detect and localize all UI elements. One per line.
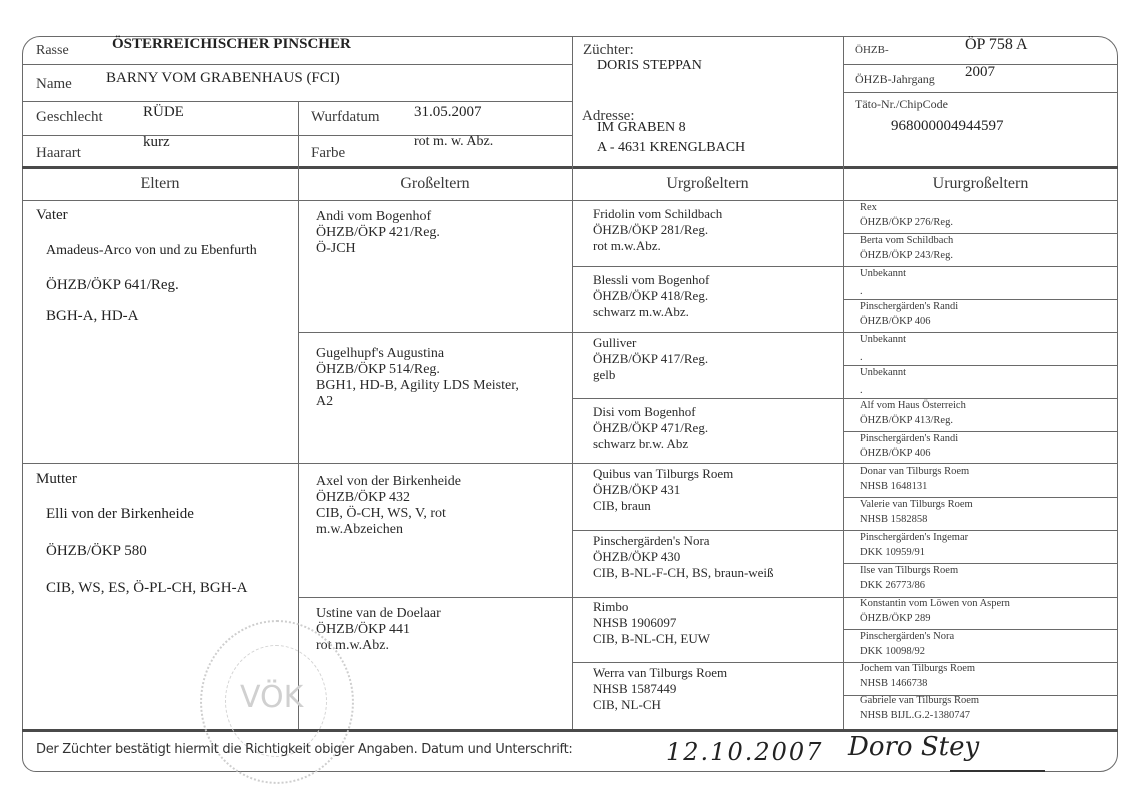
great-grandparent-name: Werra van Tilburgs Roem [593, 665, 728, 680]
grandparent-name: Andi vom Bogenhof [316, 209, 432, 224]
ggg-reg: NHSB 1466738 [860, 678, 928, 689]
rasse-label: Rasse [36, 43, 69, 58]
divider [22, 101, 572, 102]
name-label: Name [36, 76, 72, 92]
ggg-name: Jochem van Tilburgs Roem [860, 663, 976, 674]
ggg-7 [860, 398, 1110, 428]
ggg-12 [860, 563, 1110, 593]
grandparent-reg: ÖHZB/ÖKP 514/Reg. [316, 362, 440, 377]
ggg-3 [860, 266, 1110, 299]
parent-name: Elli von der Birkenheide [46, 506, 194, 522]
great-grandparent-7 [593, 599, 838, 647]
parent-reg: ÖHZB/ÖKP 641/Reg. [46, 277, 179, 293]
ggg-10 [860, 497, 1110, 527]
haarart-value: kurz [143, 134, 170, 150]
ggg-8 [860, 431, 1110, 461]
ggg-14 [860, 629, 1110, 659]
parent-name: Amadeus-Arco von und zu Ebenfurth [46, 243, 257, 258]
grandparent-2 [316, 346, 566, 410]
name-value: BARNY VOM GRABENHAUS (FCI) [106, 70, 340, 86]
signature-stroke [950, 770, 1045, 772]
grandparent-info: CIB, Ö-CH, WS, V, rot [316, 506, 446, 521]
wurfdatum-value: 31.05.2007 [414, 104, 482, 120]
signature: Doro Stey [848, 732, 980, 762]
great-grandparent-3 [593, 335, 838, 383]
great-grandparent-name: Quibus van Tilburgs Roem [593, 466, 734, 481]
great-grandparent-info: CIB, braun [593, 498, 651, 513]
rasse-value: ÖSTERREICHISCHER PINSCHER [112, 36, 351, 52]
ggg-reg: DKK 10098/92 [860, 646, 926, 657]
ggg-name: Pinschergärden's Ingemar [860, 532, 969, 543]
great-grandparent-2 [593, 272, 838, 320]
ggg-reg: ÖHZB/ÖKP 276/Reg. [860, 217, 953, 228]
great-grandparent-info: schwarz br.w. Abz [593, 436, 689, 451]
ggg-reg: ÖHZB/ÖKP 243/Reg. [860, 250, 953, 261]
handwritten-date: 12.10.2007 [666, 738, 824, 766]
ggg-13 [860, 596, 1110, 626]
ggg-name: Unbekannt [860, 367, 907, 378]
ggg-reg: DKK 10959/91 [860, 547, 926, 558]
ggg-reg: ÖHZB/ÖKP 406 [860, 448, 931, 459]
grandparent-4 [316, 606, 566, 654]
great-grandparent-reg: ÖHZB/ÖKP 281/Reg. [593, 222, 709, 237]
chip-label: Täto-Nr./ChipCode [855, 97, 948, 111]
great-grandparent-name: Blessli vom Bogenhof [593, 272, 710, 287]
great-grandparent-info: gelb [593, 367, 616, 382]
great-grandparent-5 [593, 466, 838, 514]
jahrgang-value: 2007 [965, 64, 995, 80]
parent-role: Mutter [36, 471, 77, 487]
great-grandparent-name: Rimbo [593, 599, 629, 614]
ggg-5 [860, 332, 1110, 365]
great-grandparent-reg: ÖHZB/ÖKP 418/Reg. [593, 288, 709, 303]
ggg-reg: ÖHZB/ÖKP 406 [860, 316, 931, 327]
ggg-reg: DKK 26773/86 [860, 580, 926, 591]
grandparent-info: rot m.w.Abz. [316, 638, 389, 653]
zuechter-value: DORIS STEPPAN [597, 58, 702, 73]
ggg-name: Donar van Tilburgs Roem [860, 466, 970, 477]
divider [572, 166, 573, 730]
ggg-name: Gabriele van Tilburgs Roem [860, 695, 980, 706]
great-grandparent-4 [593, 404, 838, 452]
grandparent-name: Gugelhupf's Augustina [316, 346, 445, 361]
great-grandparent-name: Fridolin vom Schildbach [593, 206, 723, 221]
ggg-name: Pinschergärden's Nora [860, 631, 955, 642]
farbe-value: rot m. w. Abz. [414, 134, 494, 149]
parent-sire [36, 207, 291, 325]
grandparent-reg: ÖHZB/ÖKP 421/Reg. [316, 225, 440, 240]
ggg-4 [860, 299, 1110, 329]
ggg-15 [860, 661, 1110, 691]
divider [298, 101, 299, 167]
chip-value: 968000004944597 [891, 118, 1004, 134]
great-grandparent-6 [593, 533, 838, 581]
ggg-9 [860, 464, 1110, 494]
great-grandparent-reg: NHSB 1906097 [593, 615, 677, 630]
great-grandparent-info: schwarz m.w.Abz. [593, 304, 689, 319]
adresse-label: Adresse: [582, 108, 635, 124]
ggg-name: Pinschergärden's Randi [860, 433, 959, 444]
grandparent-name: Axel von der Birkenheide [316, 474, 462, 489]
adresse-line1: IM GRABEN 8 [597, 120, 686, 135]
farbe-label: Farbe [311, 145, 346, 161]
ggg-6 [860, 365, 1110, 398]
ggg-name: Unbekannt [860, 334, 907, 345]
great-grandparent-info: CIB, B-NL-CH, EUW [593, 631, 710, 646]
column-header-ururgrosseltern: Ururgroßeltern [932, 175, 1029, 192]
grandparent-reg: ÖHZB/ÖKP 432 [316, 490, 410, 505]
grandparent-info: m.w.Abzeichen [316, 522, 403, 537]
grandparent-info: A2 [316, 394, 334, 409]
ggg-name: Konstantin vom Löwen von Aspern [860, 598, 1010, 609]
geschlecht-value: RÜDE [143, 104, 184, 120]
great-grandparent-info: CIB, NL-CH [593, 697, 661, 712]
ggg-name: Rex [860, 202, 877, 213]
ggg-name: Valerie van Tilburgs Roem [860, 499, 973, 510]
grandparent-reg: ÖHZB/ÖKP 441 [316, 622, 410, 637]
divider [843, 92, 1118, 93]
ggg-name: Berta vom Schildbach [860, 235, 954, 246]
great-grandparent-1 [593, 206, 838, 254]
divider [843, 36, 844, 167]
great-grandparent-reg: ÖHZB/ÖKP 430 [593, 549, 681, 564]
ggg-reg: NHSB 1582858 [860, 514, 928, 525]
ggg-reg: ÖHZB/ÖKP 413/Reg. [860, 415, 953, 426]
ggg-name: Pinschergärden's Randi [860, 301, 959, 312]
geschlecht-label: Geschlecht [36, 109, 103, 125]
grandparent-name: Ustine van de Doelaar [316, 606, 441, 621]
great-grandparent-8 [593, 665, 838, 713]
divider [22, 64, 572, 65]
parent-titles: CIB, WS, ES, Ö-PL-CH, BGH-A [46, 580, 248, 596]
ggg-2 [860, 233, 1110, 263]
adresse-line2: A - 4631 KRENGLBACH [597, 140, 746, 155]
column-header-grosseltern: Großeltern [400, 175, 470, 192]
stamp-logo: VÖK [240, 680, 304, 715]
column-header-eltern: Eltern [140, 175, 180, 192]
parent-role: Vater [36, 207, 68, 223]
breeder-confirmation: Der Züchter bestätigt hiermit die Richtigkeit obiger Angaben. Datum und Unterschrift: [36, 742, 573, 757]
ohzb-value: ÖP 758 A [965, 36, 1028, 53]
ggg-16 [860, 693, 1110, 723]
great-grandparent-info: rot m.w.Abz. [593, 238, 661, 253]
great-grandparent-reg: NHSB 1587449 [593, 681, 677, 696]
ggg-reg: . [860, 352, 863, 363]
ggg-11 [860, 530, 1110, 560]
great-grandparent-reg: ÖHZB/ÖKP 471/Reg. [593, 420, 709, 435]
parent-dam [36, 471, 291, 597]
ggg-reg: NHSB BIJL.G.2-1380747 [860, 710, 970, 721]
ggg-name: Alf vom Haus Österreich [860, 400, 966, 411]
grandparent-info: BGH1, HD-B, Agility LDS Meister, [316, 378, 519, 393]
great-grandparent-reg: ÖHZB/ÖKP 431 [593, 482, 681, 497]
divider [572, 36, 573, 167]
grandparent-3 [316, 474, 566, 538]
ggg-reg: NHSB 1648131 [860, 481, 928, 492]
great-grandparent-name: Gulliver [593, 335, 637, 350]
section-divider [22, 166, 1118, 169]
ggg-reg: ÖHZB/ÖKP 289 [860, 613, 931, 624]
ggg-1 [860, 200, 1110, 230]
grandparent-1 [316, 209, 566, 257]
parent-reg: ÖHZB/ÖKP 580 [46, 543, 147, 559]
wurfdatum-label: Wurfdatum [311, 109, 380, 125]
ggg-reg: . [860, 385, 863, 396]
great-grandparent-name: Disi vom Bogenhof [593, 404, 696, 419]
great-grandparent-info: CIB, B-NL-F-CH, BS, braun-weiß [593, 565, 774, 580]
column-header-urgrosseltern: Urgroßeltern [666, 175, 749, 192]
ggg-reg: . [860, 286, 863, 297]
zuechter-label: Züchter: [583, 42, 634, 58]
haarart-label: Haarart [36, 145, 81, 161]
parent-titles: BGH-A, HD-A [46, 308, 139, 324]
great-grandparent-reg: ÖHZB/ÖKP 417/Reg. [593, 351, 709, 366]
jahrgang-label: ÖHZB-Jahrgang [855, 72, 935, 86]
ggg-name: Ilse van Tilburgs Roem [860, 565, 959, 576]
ohzb-label: ÖHZB- [855, 44, 889, 56]
grandparent-info: Ö-JCH [316, 241, 356, 256]
great-grandparent-name: Pinschergärden's Nora [593, 533, 710, 548]
divider [843, 166, 844, 730]
ggg-name: Unbekannt [860, 268, 907, 279]
